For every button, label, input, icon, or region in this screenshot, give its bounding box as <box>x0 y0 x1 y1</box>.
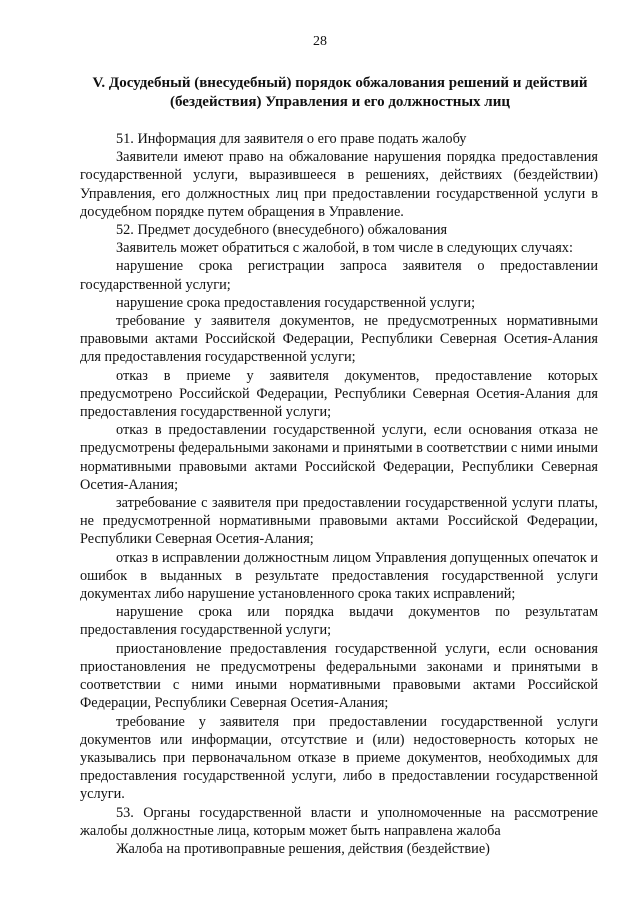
list-item: отказ в приеме у заявителя документов, предоставление которых предусмотрено Российской Федерации, Республики Северная Осетия-Алания для предоставления государственной услуги; <box>80 367 598 421</box>
list-item: приостановление предоставления государственной услуги, если основания приостановления не предусмотрены федеральными законами и принятыми в соответствии с ними иными нормативными правовыми актами Российской Федерации, Республики Северная Осетия-Алания; <box>80 640 598 712</box>
paragraph-52-heading: 52. Предмет досудебного (внесудебного) обжалования <box>116 222 448 239</box>
list-item: требование у заявителя документов, не предусмотренных нормативными правовыми актами Российской Федерации, Республики Северная Осетия-Алания для предоставления государственной услуги; <box>80 313 598 366</box>
page-number: 28 <box>313 34 327 49</box>
body-text <box>80 130 598 858</box>
list-item: затребование с заявителя при предоставлении государственной услуги платы, не предусмотренной нормативными правовыми актами Российской Федерации, Республики Северная Осетия-Алания; <box>80 495 598 548</box>
paragraph: Заявитель может обратиться с жалобой, в том числе в следующих случаях: <box>116 240 573 257</box>
list-item: отказ в исправлении должностным лицом Управления допущенных опечаток и ошибок в выданных в результате предоставления государственной услуги документах либо нарушение установленного срока таких исправлений; <box>80 549 598 603</box>
list-item: отказ в предоставлении государственной услуги, если основания отказа не предусмотрены федеральными законами и принятыми в соответствии с ними иными нормативными правовыми актами Российской Федерации, Республики Северная Осетия-Алания; <box>80 422 598 493</box>
list-item: нарушение срока предоставления государственной услуги; <box>116 294 476 311</box>
paragraph-53-heading: 53. Органы государственной власти и уполномоченные на рассмотрение жалобы должностные лица, которым может быть направлена жалоба <box>80 804 598 839</box>
list-item: требование у заявителя при предоставлении государственной услуги документов или информации, отсутствие и (или) недостоверность которых не указывались при первоначальном отказе в приеме документов, необходимых для предоставления государственной услуги, либо в предоставлении государственной услуги. <box>80 713 598 803</box>
list-item: нарушение срока или порядка выдачи документов по результатам предоставления государственной услуги; <box>80 604 598 639</box>
paragraph: Жалоба на противоправные решения, действия (бездействие) <box>116 840 490 857</box>
paragraph-51-heading: 51. Информация для заявителя о его праве подать жалобу <box>116 131 467 147</box>
section-title: V. Досудебный (внесудебный) порядок обжалования решений и действий (бездействия) Управления и его должностных лиц <box>92 75 588 110</box>
list-item: нарушение срока регистрации запроса заявителя о предоставлении государственной услуги; <box>80 258 598 293</box>
paragraph: Заявители имеют право на обжалование нарушения порядка предоставления государственной услуги, выразившееся в решениях, действиях (бездействии) Управления, его должностных лиц при предоставлении государственной услуги в досудебном порядке путем обращения в Управление. <box>80 149 598 220</box>
